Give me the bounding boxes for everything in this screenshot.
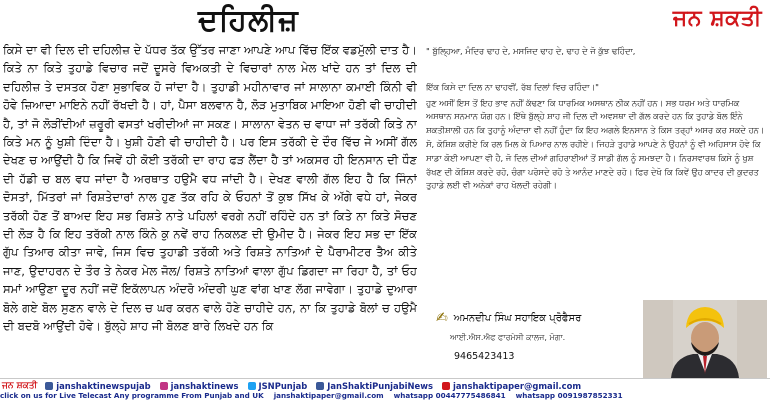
poem-quote: " ਬੁੱਲ੍ਹਿਆ, ਮੰਦਿਰ ਢਾਹ ਦੇ, ਮਸਜਿਦ ਢਾਹ ਦੇ, ਢਾਹ ਦੇ ਜੋ ਕੁੱਝ ਢਹਿੰਦਾ,: [426, 46, 636, 56]
live-whatsapp-uk[interactable]: whatsapp 00447775486841: [393, 391, 506, 400]
live-email[interactable]: janshaktipaper@gmail.com: [273, 391, 384, 400]
article-right-column: [426, 45, 766, 300]
author-block: [436, 310, 626, 362]
social-bar: [0, 380, 770, 391]
live-whatsapp-in[interactable]: whatsapp 0091987852331: [515, 391, 623, 400]
footer-logo: ਜਨ ਸ਼ਕਤੀ: [2, 380, 38, 391]
live-bar: [0, 391, 770, 400]
author-name: ਅਮਨਦੀਪ ਸਿੰਘ ਸਹਾਇਕ ਪ੍ਰੋਫੈਸਰ: [453, 312, 582, 324]
footer: [0, 378, 770, 401]
live-telecast-text: click on us for Live Telecast Any programme From Punjab and UK: [0, 391, 264, 400]
instagram-icon: [160, 382, 168, 390]
poem-quote-line2: ਇੱਕ ਕਿਸੇ ਦਾ ਦਿਲ ਨਾ ਢਾਹਵੀਂ, ਰੱਬ ਦਿਲਾਂ ਵਿਚ ਰਹਿੰਦਾ।": [426, 81, 599, 92]
author-phone: 9465423413: [454, 351, 515, 362]
author-college: ਆਈ.ਐਸ.ਐਫ ਫਾਰਮੇਸੀ ਕਾਲਜ, ਮੋਗਾ.: [450, 333, 566, 342]
brand-logo: ਜਨ ਸ਼ਕਤੀ: [672, 6, 762, 31]
page-title: ਦਹਿਲੀਜ਼: [198, 3, 299, 38]
twitter-icon: [248, 382, 256, 390]
social-link-twitter[interactable]: JSNPunjab: [248, 381, 308, 391]
article-paragraph-right: ਹੁਣ ਅਸੀਂ ਇਸ ਤੋਂ ਇਹ ਭਾਵ ਨਹੀਂ ਕੱਢਣਾ ਕਿ ਧਾਰਮਿਕ ਅਸਥਾਨ ਠੀਕ ਨਹੀਂ ਹਨ। ਸਭ ਧਰਮ ਅਤੇ ਧਾਰਮਿਕ ਅਸਥਾਨ ਸਨਮਾਨ ਯੋਗ ਹਨ। ਇੱਥੇ ਬੁੱਲ੍ਹੇ ਸ਼ਾਹ ਜੀ ਦਿਲ ਦੀ ਅਵਸਥਾ ਦੀ ਗੱਲ ਕਰਦੇ ਹਨ ਕਿ ਤੁਹਾਡੇ ਬੋਲ ਇੰਨੇ ਸ਼ਕਤੀਸ਼ਾਲੀ ਹਨ ਕਿ ਤੁਹਾਨੂੰ ਅੰਦਾਜ਼ਾ ਵੀ ਨਹੀਂ ਹੁੰਦਾ ਕਿ ਇਹ ਅਗਲੇ ਇਨਸਾਨ ਤੇ ਕਿਸ ਤਰ੍ਹਾਂ ਅਸਰ ਕਰ ਸਕਦੇ ਹਨ। ਸੋ, ਕੋਸ਼ਿਸ਼ ਕਰੀਏ ਕਿ ਰਲ ਮਿਲ ਕੇ ਪਿਆਰ ਨਾਲ ਰਹੀਏ। ਜਿਹੜੇ ਤੁਹਾਡੇ ਆਪਣੇ ਨੇ ਉਹਨਾਂ ਨੂੰ ਵੀ ਅਹਿਸਾਸ ਹੋਵੇ ਕਿ ਸਾਡਾ ਕੋਈ ਆਪਣਾ ਵੀ ਹੈ, ਜੋ ਦਿਲ ਦੀਆਂ ਗਹਿਰਾਈਆਂ ਤੋਂ ਸਾਡੀ ਗੱਲ ਨੂੰ ਸਮਝਦਾ ਹੈ। ਨਿਰਸਵਾਰਥ ਕਿਸੇ ਨੂੰ ਖੁਸ਼ ਰੱਖਣ ਦੀ ਕੋਸ਼ਿਸ਼ ਕਰਦੇ ਰਹੋ, ਚੰਗਾ ਪਰੋਸਦੇ ਰਹੋ ਤੇ ਆਨੰਦ ਮਾਣਦੇ ਰਹੋ। ਫਿਰ ਦੇਖੋ ਕਿ ਕਿਵੇਂ ਉਹ ਕਾਦਰ ਦੀ ਕੁਦਰਤ ਤੁਹਾਡੇ ਲਈ ਵੀ ਅਨੇਕਾਂ ਰਾਹ ਖੋਲਦੀ ਰਹੇਗੀ।: [426, 97, 765, 191]
facebook-icon: [45, 382, 53, 390]
social-link-email[interactable]: janshaktipaper@gmail.com: [442, 381, 581, 391]
pen-icon: ✍: [436, 310, 448, 326]
social-link-facebook[interactable]: janshaktinewspujab: [45, 381, 150, 391]
facebook-icon: [316, 382, 324, 390]
author-name-row: [436, 310, 626, 326]
masthead: [0, 0, 770, 40]
article-left-column: [3, 41, 417, 337]
social-link-instagram[interactable]: janshaktinews: [160, 381, 239, 391]
article-paragraph: ਕਿਸੇ ਦਾ ਵੀ ਦਿਲ ਦੀ ਦਹਿਲੀਜ਼ ਦੇ ਪੱਧਰ ਤੱਕ ਉੱਤਰ ਜਾਣਾ ਆਪਣੇ ਆਪ ਵਿੱਚ ਇੱਕ ਵਡਮੁੱਲੀ ਦਾਤ ਹੈ। ਕਿਤੇ ਨਾ ਕਿਤੇ ਤੁਹਾਡੇ ਵਿਚਾਰ ਜਦੋਂ ਦੂਸਰੇ ਵਿਅਕਤੀ ਦੇ ਵਿਚਾਰਾਂ ਨਾਲ ਮੇਲ ਖਾਂਦੇ ਹਨ ਤਾਂ ਦਿਲ ਦੀ ਦਹਿਲੀਜ਼ ਤੇ ਦਸਤਕ ਹੋਣਾ ਸੁਭਾਵਿਕ ਹੋ ਜਾਂਦਾ ਹੈ। ਤੁਹਾਡੀ ਮਹੀਨਾਵਾਰ ਜਾਂ ਸਾਲਾਨਾ ਕਮਾਈ ਕਿੰਨੀ ਵੀ ਹੋਵੇ ਜ਼ਿਆਦਾ ਮਾਇਨੇ ਨਹੀਂ ਰੱਖਦੀ ਹੈ। ਹਾਂ, ਪੈਸਾ ਬਲਵਾਨ ਹੈ, ਲੋੜ ਮੁਤਾਬਿਕ ਮਾਇਆ ਹੋਣੀ ਵੀ ਚਾਹੀਦੀ ਹੈ, ਤਾਂ ਜੋ ਲੋੜੀਂਦੀਆਂ ਜ਼ਰੂਰੀ ਵਸਤਾਂ ਖਰੀਦੀਆਂ ਜਾ ਸਕਣ। ਸਾਲਾਨਾ ਵੇਤਨ ਚ ਵਾਧਾ ਜਾਂ ਤਰੱਕੀ ਕਿਤੇ ਨਾ ਕਿਤੇ ਮਨ ਨੂੰ ਖੁਸ਼ੀ ਦਿੰਦਾ ਹੈ। ਖੁਸ਼ੀ ਹੋਣੀ ਵੀ ਚਾਹੀਦੀ ਹੈ। ਪਰ ਇਸ ਤਰੱਕੀ ਦੇ ਦੌਰ ਵਿੱਚ ਜੇ ਅਸੀਂ ਗੱਲ ਦੇਖਣ ਚ ਆਉਂਦੀ ਹੈ ਕਿ ਜਿਵੇਂ ਹੀ ਕੋਈ ਤਰੱਕੀ ਦਾ ਰਾਹ ਫੜ ਲੈਂਦਾ ਹੈ ਤਾਂ ਅਕਸਰ ਹੀ ਇਨਸਾਨ ਦੀ ਧੌਣ ਦੀ ਹੱਡੀ ਚ ਬਲ ਵਧ ਜਾਂਦਾ ਹੈ ਅਰਥਾਤ ਹਉਮੈ ਵਧ ਜਾਂਦੀ ਹੈ। ਦੇਖਣ ਵਾਲੀ ਗੱਲ ਇਹ ਹੈ ਕਿ ਜਿੰਨਾਂ ਦੋਸਤਾਂ, ਮਿੱਤਰਾਂ ਜਾਂ ਰਿਸ਼ਤੇਦਾਰਾਂ ਨਾਲ ਹੁਣ ਤੱਕ ਰਹਿ ਕੇ ਓਹਨਾਂ ਤੋਂ ਕੁਝ ਸਿੱਖ ਕੇ ਅੱਗੇ ਵਧੇ ਹਾਂ, ਜੇਕਰ ਤਰੱਕੀ ਹੋਣ ਤੋਂ ਬਾਅਦ ਇਹ ਸਭ ਰਿਸ਼ਤੇ ਨਾਤੇ ਪਹਿਲਾਂ ਵਰਗੇ ਨਹੀਂ ਰਹਿੰਦੇ ਹਨ ਤਾਂ ਕਿਤੇ ਨਾ ਕਿਤੇ ਸੋਚਣ ਦੀ ਲੋੜ ਹੈ ਕਿ ਇਹ ਤਰੱਕੀ ਨਾਲ ਕਿੰਨੇ ਕੁ ਨਵੇਂ ਰਾਹ ਨਿਕਲਣ ਦੀ ਉਮੀਦ ਹੈ। ਜੇਕਰ ਇਹ ਸਭ ਦਾ ਇੱਕ ਗੁੱਪ ਤਿਆਰ ਕੀਤਾ ਜਾਵੇ, ਜਿਸ ਵਿਚ ਤੁਹਾਡੀ ਤਰੱਕੀ ਅਤੇ ਰਿਸ਼ਤੇ ਨਾਤਿਆਂ ਦੇ ਪੈਰਾਮੀਟਰ ਤੈਅ ਕੀਤੇ ਜਾਣ, ਉਦਾਹਰਨ ਦੇ ਤੌਰ ਤੇ ਨੇਕਰ ਮੇਲ ਜੋਲ/ ਰਿਸ਼ਤੇ ਨਾਤਿਆਂ ਵਾਲਾ ਗੁੱਪ ਡਿਗਦਾ ਜਾ ਰਿਹਾ ਹੈ, ਤਾਂ ਓਹ ਸਮਾਂ ਆਉਣਾ ਦੂਰ ਨਹੀਂ ਜਦੋਂ ਇਕੱਲਾਪਨ ਅੰਦਰੋ ਅੰਦਰੀ ਘੁਣ ਵਾਂਗ ਖਾਣ ਲੱਗ ਜਾਵੇਗਾ। ਤੁਹਾਡੇ ਦੁਆਰਾ ਬੋਲੇ ਗਏ ਬੋਲ ਸੁਣਨ ਵਾਲੇ ਦੇ ਦਿਲ ਚ ਘਰ ਕਰਨ ਵਾਲੇ ਹੋਣੇ ਚਾਹੀਦੇ ਹਨ, ਨਾ ਕਿ ਤੁਹਾਡੇ ਬੋਲਾਂ ਚ ਹਉਮੈ ਦੀ ਬਦਬੋ ਆਉਂਦੀ ਹੋਵੇ। ਬੁੱਲ੍ਹੇ ਸ਼ਾਹ ਜੀ ਬੋਲਣ ਬਾਰੇ ਲਿਖਦੇ ਹਨ ਕਿ: [3, 43, 417, 334]
social-link-facebook-2[interactable]: JanShaktiPunjabiNews: [316, 381, 433, 391]
author-photo: [643, 300, 767, 378]
email-icon: [442, 382, 450, 390]
